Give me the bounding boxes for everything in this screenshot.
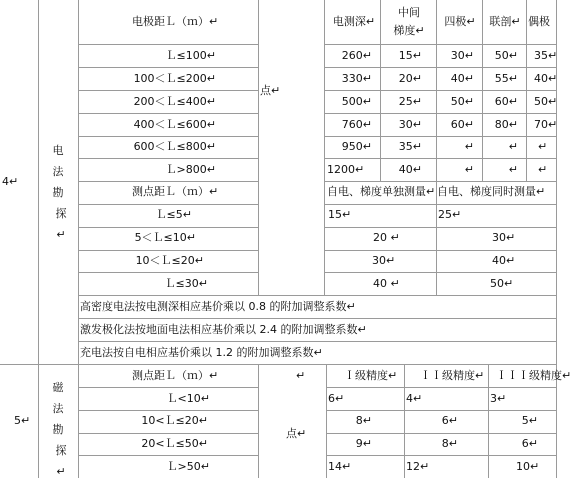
grid-line [324,272,556,273]
row-label: 100＜Ｌ≤200↵ [133,72,216,85]
column-header: Ｉ级精度↵ [344,369,398,382]
grid-line [78,67,258,68]
row-label: Ｌ>50↵ [166,460,210,473]
grid-line [324,181,556,182]
grid-line [78,364,79,478]
grid-line [78,295,556,296]
cell-value: 14↵ [328,460,352,473]
measure-header: 测点距Ｌ（ｍ）↵ [132,369,219,382]
column-header: ＩＩ级精度↵ [420,369,485,382]
cell-value: ↵ [508,163,518,176]
cell-value: 5↵ [521,414,538,427]
category-char: 探↵ [55,444,67,478]
grid-line [324,113,556,114]
row-label: 400＜Ｌ≤600↵ [133,118,216,131]
grid-line [78,158,258,159]
column-header: 偶极 [528,15,550,28]
cell-value: 30↵ [372,254,396,267]
cell-value: 260↵ [341,49,372,62]
cell-value: 80↵ [494,118,518,131]
cell-value: 25↵ [398,95,422,108]
cell-value: 12↵ [406,460,430,473]
grid-line [78,0,79,365]
grid-line [326,387,556,388]
cell-value: 20 ↵ [373,231,400,244]
grid-line [38,0,39,365]
grid-line [324,250,556,251]
grid-line [326,433,556,434]
cell-value: 9↵ [355,437,372,450]
cell-value: 1200↵ [327,163,365,176]
measure-col-header: 自电、梯度单独测量↵ [327,185,436,198]
cell-value: 50↵ [534,95,558,108]
cell-value: 30↵ [398,118,422,131]
cell-value: ↵ [538,163,548,176]
row-label: 600＜Ｌ≤800↵ [133,140,216,153]
cell-value: ↵ [508,140,518,153]
grid-line [78,44,258,45]
grid-line [324,204,556,205]
grid-line [78,90,258,91]
cell-value: 8↵ [441,437,458,450]
section-number: 5↵ [14,414,31,427]
cell-value: 50↵ [490,277,514,290]
cell-value: 330↵ [341,72,372,85]
cell-value: 40 ↵ [373,277,400,290]
row-label: 10＜Ｌ≤20↵ [135,254,204,267]
grid-line [488,364,489,478]
cell-value: 40↵ [534,72,558,85]
cell-value: 8↵ [355,414,372,427]
category-char: 电 [52,144,64,157]
cell-value: 55↵ [494,72,518,85]
cell-value: 50↵ [494,49,518,62]
category-char: 勘 [52,423,64,436]
cell-value: 40↵ [398,163,422,176]
note-text: 充电法按自电相应基价乘以 1.2 的附加调整系数↵ [80,346,323,359]
cell-value: 3↵ [490,392,507,405]
category-char: 法 [52,165,64,178]
row-label: 5＜Ｌ≤10↵ [134,231,196,244]
cell-value: 10↵ [516,460,540,473]
grid-line [324,158,556,159]
cell-value: 20↵ [398,72,422,85]
grid-line [78,341,556,342]
cell-value: 40↵ [492,254,516,267]
grid-line [78,113,258,114]
row-label: Ｌ≤100↵ [165,49,216,62]
grid-line [78,181,258,182]
grid-line [78,227,258,228]
cell-value: ↵ [464,163,474,176]
cell-value: 35↵ [398,140,422,153]
placeholder-mark: ↵ [296,369,306,382]
row-label: Ｌ>800↵ [165,163,216,176]
section-number: 4↵ [2,175,19,188]
cell-value: 15↵ [398,49,422,62]
category-char: 勘 [52,186,64,199]
column-header: ＩＩＩ级精度↵ [496,369,571,382]
row-label: 20<Ｌ≤50↵ [141,437,208,450]
cell-value: 25↵ [438,208,462,221]
cell-value: 60↵ [450,118,474,131]
row-label: Ｌ≤5↵ [155,208,192,221]
cell-value: 30↵ [450,49,474,62]
cell-value: 4↵ [406,392,423,405]
category-char: 法 [52,402,64,415]
grid-line [324,44,556,45]
grid-line [78,204,258,205]
note-text: 激发极化法按地面电法相应基价乘以 2.4 的附加调整系数↵ [80,323,367,336]
cell-value: 50↵ [450,95,474,108]
row-label: Ｌ<10↵ [166,392,210,405]
category-char: 磁 [52,381,64,394]
grid-line [326,364,327,478]
column-header: 梯度↵ [393,24,425,37]
measure-col-header: 自电、梯度同时测量↵ [437,185,546,198]
column-header: 电测深↵ [332,15,376,28]
column-header: 中间 [398,6,420,19]
column-header: 联剖↵ [489,15,521,28]
grid-line [326,410,556,411]
cell-value: 500↵ [341,95,372,108]
cell-value: ↵ [464,140,474,153]
grid-line [78,387,258,388]
cell-value: 35↵ [534,49,558,62]
column-header: 四极↵ [444,15,476,28]
grid-line [0,364,557,365]
grid-line [258,364,259,478]
grid-line [324,136,556,137]
cell-value: 6↵ [328,392,345,405]
grid-line [78,250,258,251]
cell-value: 70↵ [534,118,558,131]
cell-value: 15↵ [328,208,352,221]
grid-line [324,67,556,68]
cell-value: 60↵ [494,95,518,108]
cell-value: 6↵ [521,437,538,450]
cell-value: 40↵ [450,72,474,85]
row-label: Ｌ≤30↵ [164,277,208,290]
cell-value: 30↵ [492,231,516,244]
row-label: 200＜Ｌ≤400↵ [133,95,216,108]
grid-line [78,272,258,273]
grid-line [258,0,259,295]
cell-value: ↵ [538,140,548,153]
cell-value: 6↵ [441,414,458,427]
note-text: 高密度电法按电测深相应基价乘以 0.8 的附加调整系数↵ [80,300,356,313]
grid-line [324,90,556,91]
unit-label: 点↵ [260,84,281,97]
measure-header: 测点距Ｌ（ｍ）↵ [132,185,219,198]
cell-value: 760↵ [341,118,372,131]
grid-line [38,364,39,478]
category-char: 探↵ [55,207,67,241]
grid-line [324,227,556,228]
unit-label: 点↵ [286,427,307,440]
grid-line [78,433,258,434]
grid-line [404,364,405,478]
distance-header: 电极距Ｌ（ｍ）↵ [132,15,219,28]
grid-line [78,136,258,137]
row-label: 10<Ｌ≤20↵ [141,414,208,427]
grid-line [78,455,258,456]
grid-line [78,318,556,319]
grid-line [326,455,556,456]
cell-value: 950↵ [341,140,372,153]
grid-line [78,410,258,411]
